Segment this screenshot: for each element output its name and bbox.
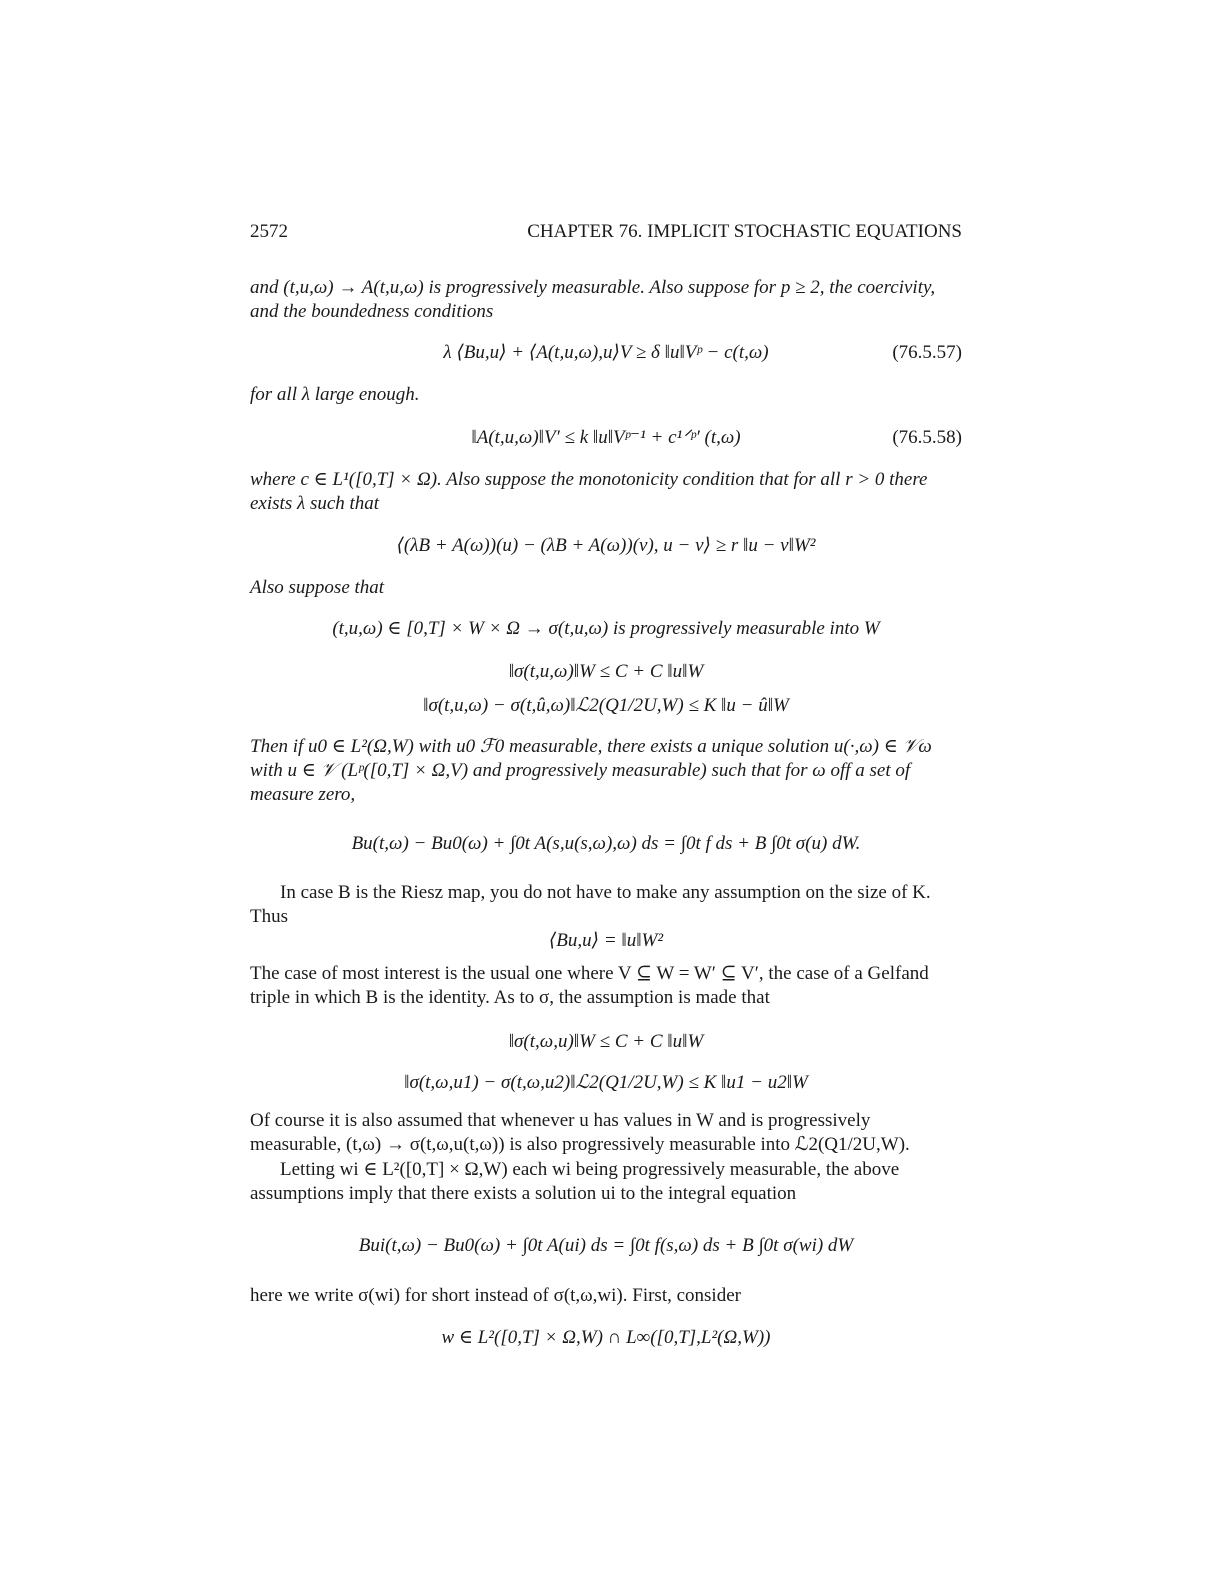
- paragraph-letting: Letting wi ∈ L²([0,T] × Ω,W) each wi being progressively measurable, the above assumptions imply that there exists a solution ui to the integral equation: [250, 1159, 900, 1204]
- equation-riesz: [250, 929, 962, 953]
- equation-body: ‖σ(t,u,ω) − σ(t,û,ω)‖ℒ2(Q1/2U,W) ≤ K ‖u − û‖W: [423, 695, 789, 716]
- equation-integral: [250, 832, 962, 856]
- equation-76-5-58: [250, 426, 962, 450]
- equation-body: λ ⟨Bu,u⟩ + ⟨A(t,u,ω),u⟩V ≥ δ ‖u‖Vᵖ − c(t,ω): [443, 342, 769, 363]
- equation-w-space: [250, 1326, 962, 1350]
- equation-body: ⟨Bu,u⟩ = ‖u‖W²: [548, 930, 664, 951]
- equation-number: (76.5.58): [892, 427, 962, 448]
- paragraph-existence: Then if u0 ∈ L²(Ω,W) with u0 ℱ0 measurable, there exists a unique solution u(·,ω) ∈ 𝒱ω with u ∈ 𝒱 (Lᵖ([0,T] × Ω,V) and progressively measurable) such that for ω off a set of measure zero,: [250, 736, 932, 805]
- equation-body: (t,u,ω) ∈ [0,T] × W × Ω → σ(t,u,ω) is progressively measurable into W: [332, 618, 880, 639]
- equation-body: Bui(t,ω) − Bu0(ω) + ∫0t A(ui) ds = ∫0t f(s,ω) ds + B ∫0t σ(wi) dW: [358, 1235, 854, 1256]
- equation-sigma-bound: [250, 660, 962, 684]
- equation-sigma-measurable: [250, 617, 962, 641]
- equation-body: ‖σ(t,u,ω)‖W ≤ C + C ‖u‖W: [508, 661, 704, 682]
- equation-integral-i: [250, 1234, 962, 1258]
- equation-sigma-bound-2: [250, 1030, 962, 1054]
- equation-body: ⟨(λB + A(ω))(u) − (λB + A(ω))(v), u − v⟩ ≥ r ‖u − v‖W²: [396, 535, 816, 556]
- paragraph-also-suppose: Also suppose that: [250, 577, 385, 598]
- running-header: [250, 221, 962, 247]
- equation-body: ‖A(t,u,ω)‖V′ ≤ k ‖u‖Vᵖ⁻¹ + c¹ᐟᵖ′ (t,ω): [471, 427, 741, 448]
- paragraph-here-we-write: here we write σ(wi) for short instead of σ(t,ω,wi). First, consider: [250, 1285, 741, 1306]
- paragraph-gelfand: The case of most interest is the usual one where V ⊆ W = W′ ⊆ V′, the case of a Gelfand triple in which B is the identity. As to σ, the assumption is made that: [250, 963, 929, 1008]
- equation-76-5-57: [250, 341, 962, 365]
- equation-number: (76.5.57): [892, 342, 962, 363]
- paragraph-coercivity: and (t,u,ω) → A(t,u,ω) is progressively measurable. Also suppose for p ≥ 2, the coercivity, and the boundedness conditions: [250, 277, 936, 322]
- equation-body: ‖σ(t,ω,u1) − σ(t,ω,u2)‖ℒ2(Q1/2U,W) ≤ K ‖u1 − u2‖W: [404, 1072, 808, 1093]
- chapter-title: CHAPTER 76. IMPLICIT STOCHASTIC EQUATIONS: [527, 221, 962, 242]
- paragraph-riesz: In case B is the Riesz map, you do not have to make any assumption on the size of K. Thus: [250, 882, 931, 927]
- equation-sigma-lipschitz: [250, 694, 962, 718]
- equation-body: w ∈ L²([0,T] × Ω,W) ∩ L∞([0,T],L²(Ω,W)): [441, 1327, 771, 1348]
- paragraph-lambda: for all λ large enough.: [250, 384, 420, 405]
- equation-sigma-lipschitz-2: [250, 1071, 962, 1095]
- equation-body: ‖σ(t,ω,u)‖W ≤ C + C ‖u‖W: [508, 1031, 704, 1052]
- equation-monotonicity: [250, 534, 962, 558]
- page-number: 2572: [250, 221, 288, 242]
- paragraph-monotonicity: where c ∈ L¹([0,T] × Ω). Also suppose the monotonicity condition that for all r > 0 there exists λ such that: [250, 469, 928, 514]
- paragraph-measurable: Of course it is also assumed that whenever u has values in W and is progressively measurable, (t,ω) → σ(t,ω,u(t,ω)) is also progressively measurable into ℒ2(Q1/2U,W).: [250, 1110, 910, 1155]
- equation-body: Bu(t,ω) − Bu0(ω) + ∫0t A(s,u(s,ω),ω) ds = ∫0t f ds + B ∫0t σ(u) dW.: [351, 833, 861, 854]
